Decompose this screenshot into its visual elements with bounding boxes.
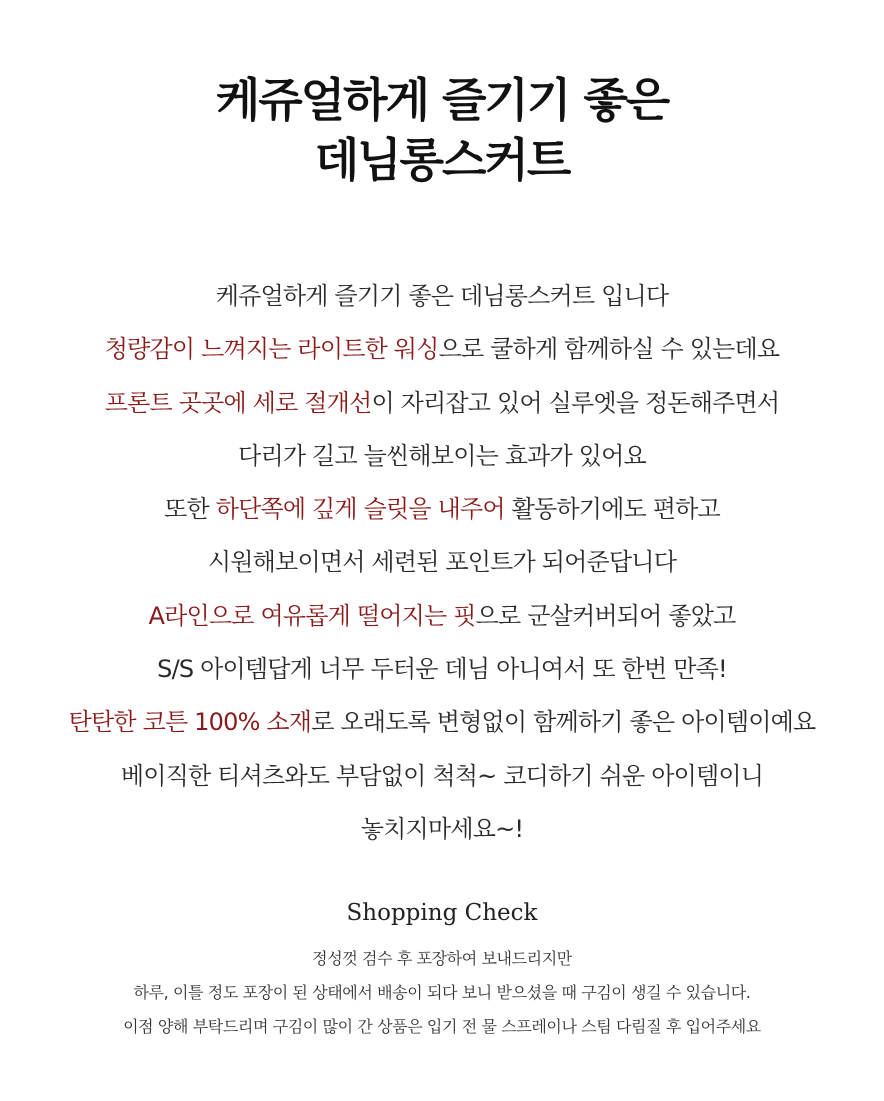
description-line-6: 시원해보이면서 세련된 포인트가 되어준답니다: [207, 548, 677, 577]
description-line-5: [0, 483, 884, 536]
notice-line-1: 정성껏 검수 후 포장하여 보내드리지만: [312, 949, 572, 968]
description-highlight: A라인으로 여유롭게 떨어지는 핏: [148, 601, 476, 630]
description-highlight: 탄탄한 코튼 100% 소재: [68, 708, 312, 737]
description-line-1: 케쥬얼하게 즐기기 좋은 데님롱스커트 입니다: [215, 282, 669, 310]
description-text: 또한: [164, 495, 216, 524]
description-text: 으로 쿨하게 함께하실 수 있는데요: [438, 335, 780, 364]
description-line-9: [0, 696, 884, 749]
shopping-check-title: Shopping Check: [346, 900, 538, 926]
headline-line-1: 케쥬얼하게 즐기기 좋은: [215, 73, 669, 127]
description-text: 으로 군살커버되어 좋았고: [475, 601, 736, 630]
description-highlight: 프론트 곳곳에 세로 절개선: [104, 388, 372, 417]
description-line-3: [0, 377, 884, 430]
description-text: 로 오래도록 변형없이 함께하기 좋은 아이템이예요: [311, 708, 816, 737]
product-description: [0, 270, 884, 856]
notice-line-3: 이점 양해 부탁드리며 구김이 많이 간 상품은 입기 전 물 스프레이나 스팀 다림질 후 입어주세요: [123, 1017, 761, 1036]
description-line-10: 베이직한 티셔츠와도 부담없이 척척~ 코디하기 쉬운 아이템이니: [120, 761, 764, 790]
description-line-2: [0, 323, 884, 376]
shopping-check-notice: [0, 942, 884, 1044]
description-text: 이 자리잡고 있어 실루엣을 정돈해주면서: [371, 388, 780, 417]
description-line-11: 놓치지마세요~!: [360, 814, 524, 843]
description-highlight: 하단쪽에 깊게 슬릿을 내주어: [215, 495, 505, 524]
description-line-8: S/S 아이템답게 너무 두터운 데님 아니여서 또 한번 만족!: [157, 655, 727, 684]
description-line-4: 다리가 길고 늘씬해보이는 효과가 있어요: [238, 441, 646, 470]
description-text: 활동하기에도 편하고: [504, 495, 720, 524]
description-highlight: 청량감이 느껴지는 라이트한 워싱: [104, 335, 439, 364]
notice-line-2: 하루, 이틀 정도 포장이 된 상태에서 배송이 되다 보니 받으셨을 때 구김이 생길 수 있습니다.: [133, 983, 751, 1002]
description-line-7: [0, 590, 884, 643]
product-headline: [0, 70, 884, 190]
headline-line-2: 데님롱스커트: [314, 133, 570, 187]
